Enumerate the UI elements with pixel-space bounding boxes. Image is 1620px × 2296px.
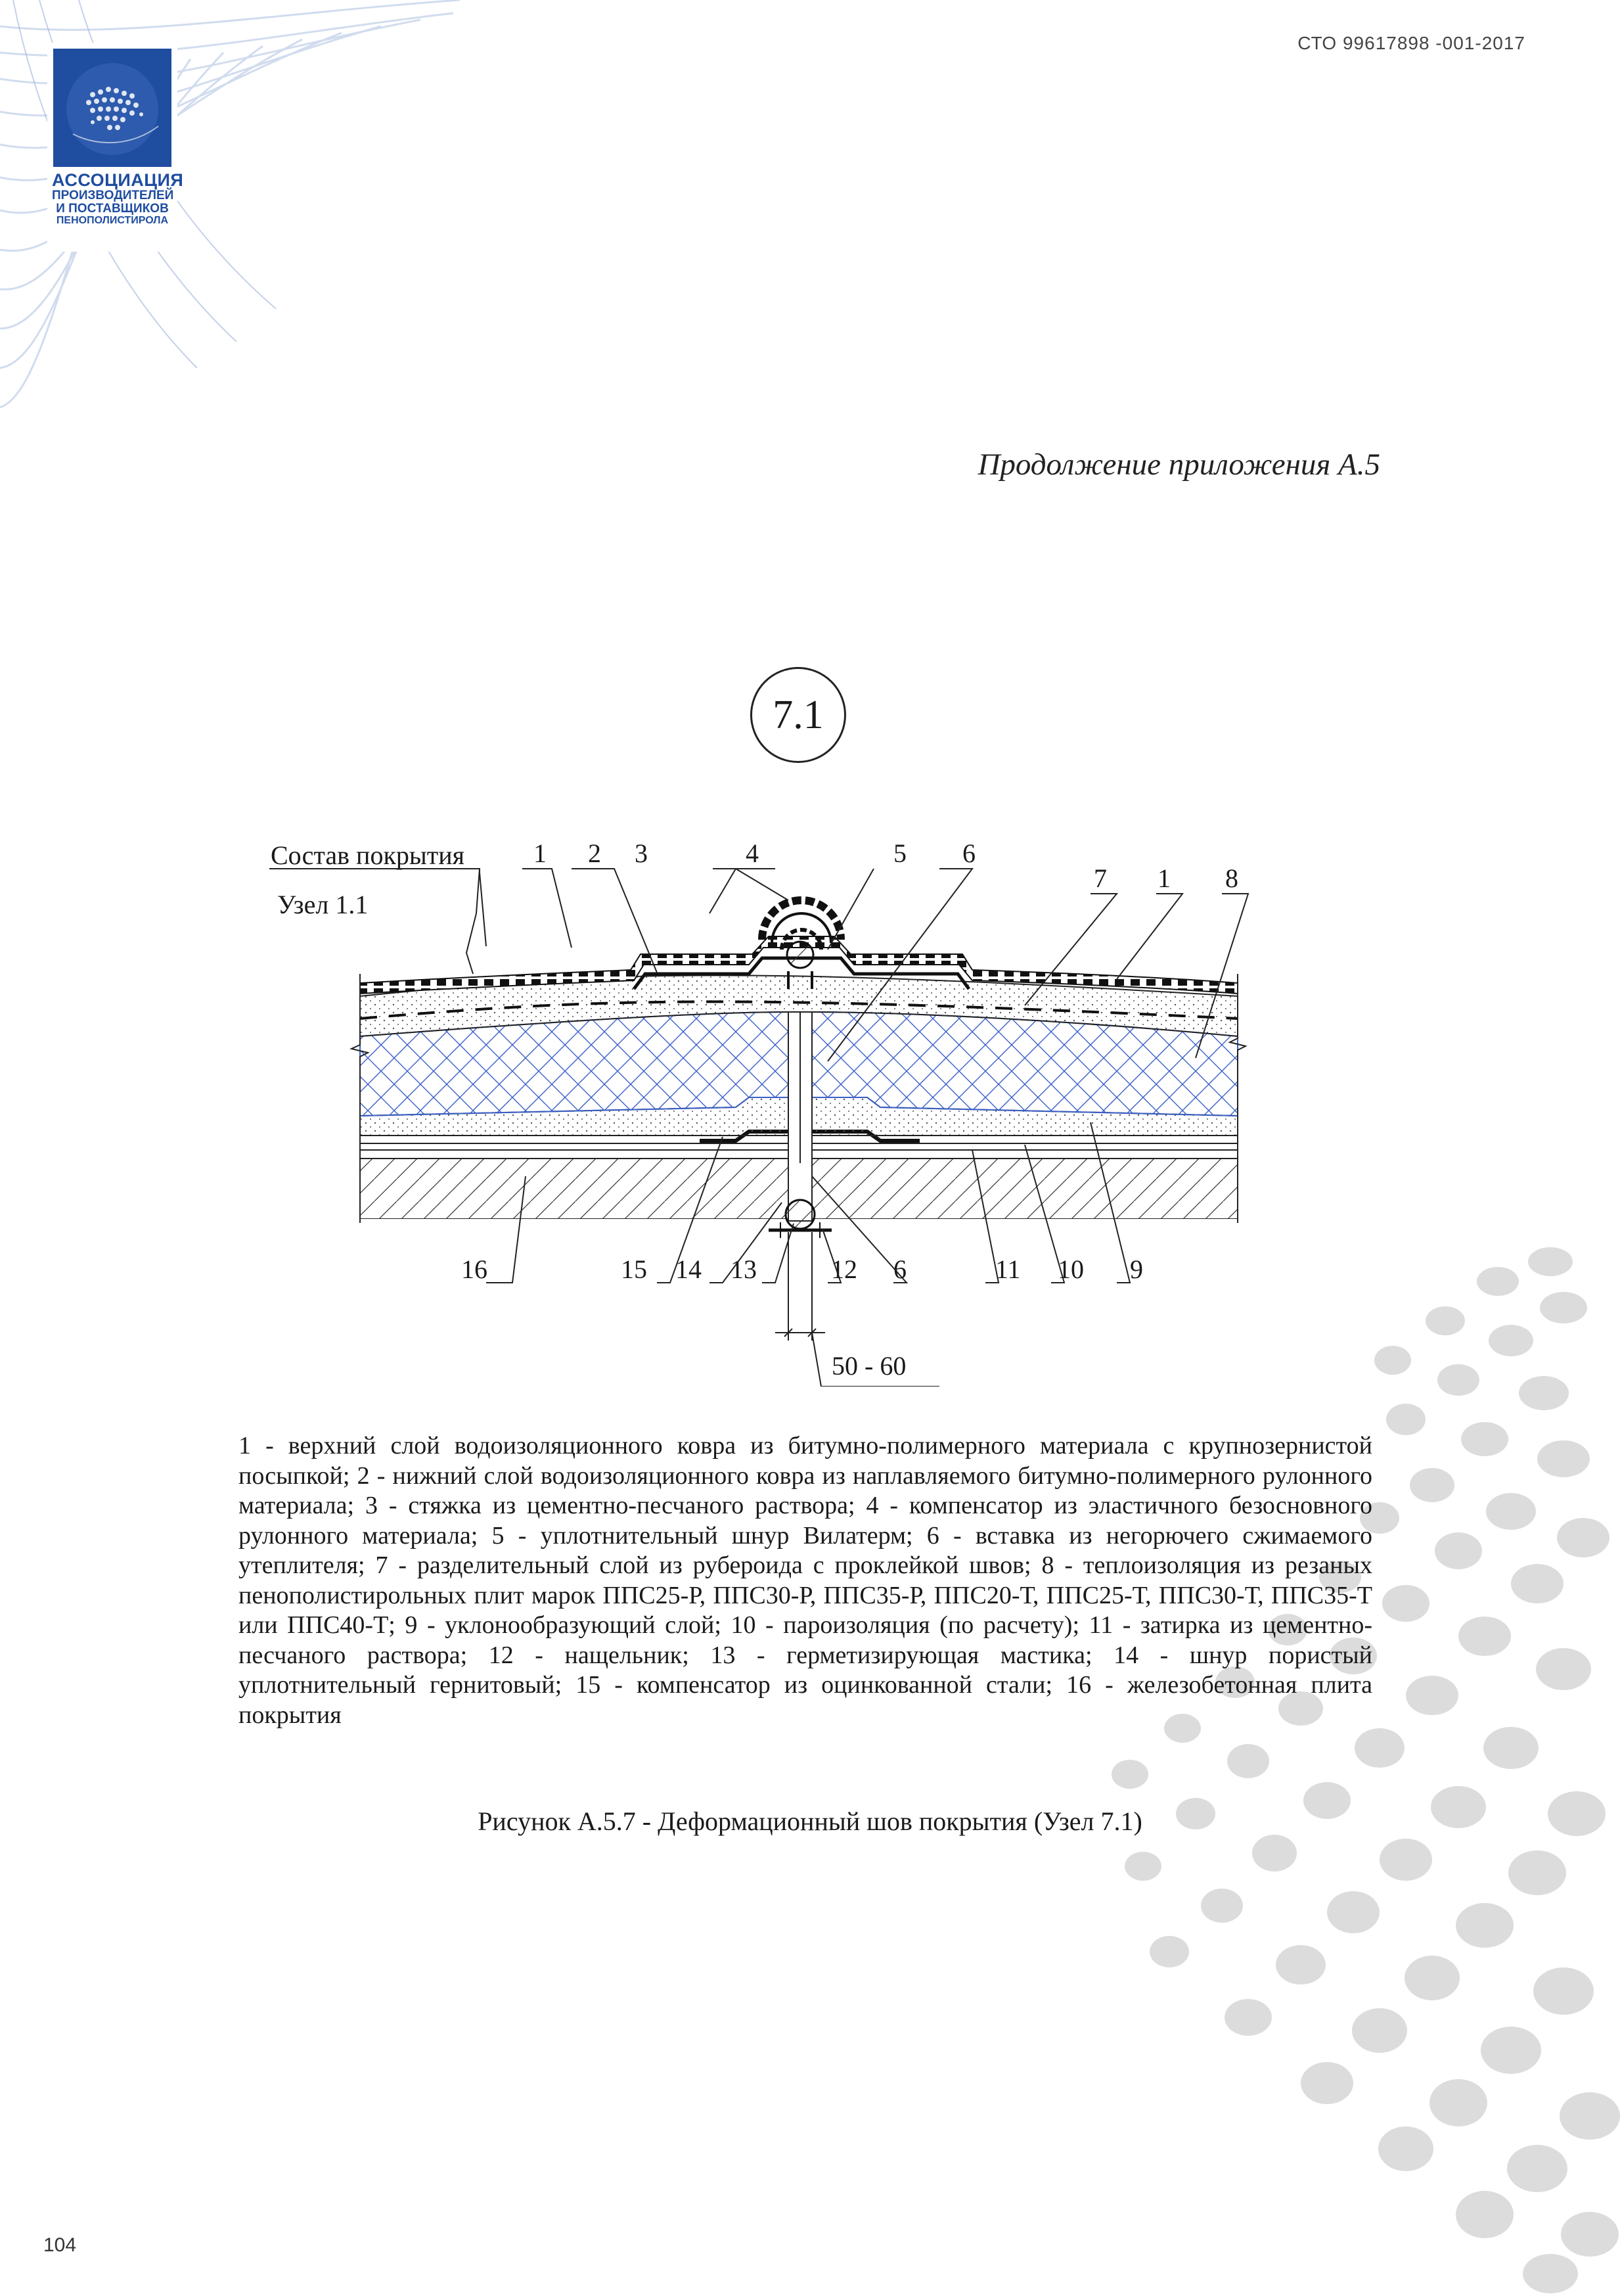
composition-label: Состав покрытия xyxy=(271,840,465,870)
logo-line-2: ПРОИЗВОДИТЕЛЕЙ xyxy=(52,189,174,203)
logo-line-3: И ПОСТАВЩИКОВ xyxy=(56,202,169,216)
decorative-dots xyxy=(972,1183,1620,2296)
legend-text: 1 - верхний слой водоизоляционного ковра из битумно-полимерного материала с крупнозернистой посыпкой; 2 - нижний слой водоизоляционного ковра из наплавляемого битумно-полимерного рулонного материала; 3 - стяжка из цементно-песчаного раствора; 4 - компенсатор из эластичного безосновного рулонного материала; 5 - уплотнительный шнур Вилатерм; 6 - вставка из негорючего сжимаемого утеплителя; 7 - разделительный слой из рубероида с проклейкой швов; 8 - теплоизоляция из резаных пенополистирольных плит марок ППС25-Р, ППС30-Р, ППС35-Р, ППС20-Т, ППС25-Т, ППС30-Т, ППС35-Т или ППС40-Т; 9 - уклонообразующий слой; 10 - пароизоляция (по расчету); 11 - затирка из цементно-песчаного раствора; 12 - нащельник; 13 - герметизирующая мастика; 14 - шнур пористый уплотнительный гернитовый; 15 - компенсатор из оцинкованной стали; 16 - железобетонная плита покрытия xyxy=(238,1432,1372,1729)
callout-9: 9 xyxy=(1130,1254,1143,1284)
callout-1b: 1 xyxy=(1158,863,1171,893)
callout-1: 1 xyxy=(533,838,547,868)
callout-2: 2 xyxy=(588,838,601,868)
node-number: 7.1 xyxy=(773,692,824,737)
callout-12: 12 xyxy=(831,1254,857,1284)
appendix-title: Продолжение приложения А.5 xyxy=(978,448,1380,482)
node-number-circle xyxy=(750,667,846,763)
callout-16: 16 xyxy=(461,1254,487,1284)
sealing-cord-5 xyxy=(787,942,813,968)
callout-15: 15 xyxy=(621,1254,647,1284)
callout-7: 7 xyxy=(1094,863,1107,893)
globe-icon xyxy=(53,49,171,167)
figure-caption: Рисунок А.5.7 - Деформационный шов покрытия (Узел 7.1) xyxy=(478,1806,1142,1836)
callout-11: 11 xyxy=(995,1254,1021,1284)
association-logo xyxy=(49,45,184,250)
logo-line-4: ПЕНОПОЛИСТИРОЛА xyxy=(56,215,169,227)
callout-3: 3 xyxy=(635,838,648,868)
dimension-label: 50 - 60 xyxy=(832,1351,907,1381)
callout-10: 10 xyxy=(1058,1254,1084,1284)
callout-5: 5 xyxy=(893,838,907,868)
callout-13: 13 xyxy=(731,1254,757,1284)
bottom-cord-14 xyxy=(786,1200,815,1229)
document-code: СТО 99617898 -001-2017 xyxy=(1297,33,1525,53)
callout-8: 8 xyxy=(1225,863,1238,893)
node-ref-label: Узел 1.1 xyxy=(277,890,369,919)
callout-14: 14 xyxy=(675,1254,702,1284)
logo-line-1: АССОЦИАЦИЯ xyxy=(52,170,184,190)
callout-6: 6 xyxy=(962,838,976,868)
logo-text xyxy=(52,170,184,227)
page-number: 104 xyxy=(43,2234,77,2256)
callout-4: 4 xyxy=(746,838,759,868)
joint-insert-6 xyxy=(788,1012,812,1221)
callout-6b: 6 xyxy=(893,1254,907,1284)
